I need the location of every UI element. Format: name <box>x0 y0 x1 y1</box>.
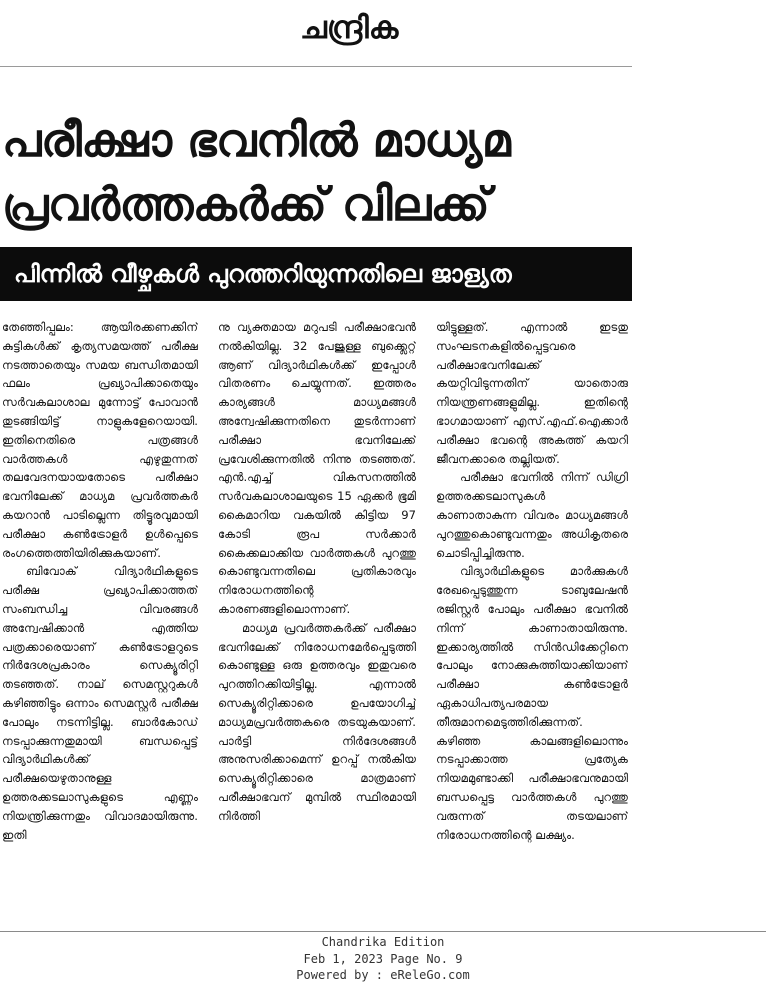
headline-line-1: പരീക്ഷാ ഭവനിൽ മാധ്യമ <box>2 113 511 167</box>
footer-edition: Chandrika Edition <box>321 935 445 949</box>
article-headline <box>2 108 630 236</box>
footer-date-page: Feb 1, 2023 Page No. 9 <box>303 951 463 966</box>
article-column-1 <box>2 318 198 858</box>
footer-powered-by: Powered by : eReleGo.com <box>296 968 470 982</box>
article-paragraph: നു വ്യക്തമായ മറുപടി പരീക്ഷാഭവൻ നൽകിയില്ല. 32 പേജുള്ള ബുക്ക്ലെറ്റ് ആണ് വിദ്യാർഥികൾക്ക് ഇപ്പോൾ വിതരണം ചെയ്യുന്നത്. ഇത്തരം കാര്യങ്ങൾ മാധ്യമങ്ങൾ അന്വേഷിക്കുന്നതിനെ തുടർന്നാണ് പരീക്ഷാ ഭവനിലേക്ക് പ്രവേശിക്കുന്നതിൽ നിന്നു തടഞ്ഞത്. എൻ.എച്ച് വികസനത്തിൽ സർവകലാശാലയുടെ 15 ഏക്കർ ഭൂമി കൈമാറിയ വകയിൽ കിട്ടിയ 97 കോടി രൂപ സർക്കാർ കൈക്കലാക്കിയ വാർത്തകൾ പുറത്തു കൊണ്ടുവന്നതിലെ പ്രതികാരവും നിരോധനത്തിന്റെ കാരണങ്ങളിലൊന്നാണ്. <box>218 320 416 616</box>
article-paragraph: വിദ്യാർഥികളുടെ മാർക്കുകൾ രേഖപ്പെടുത്തുന്ന ടാബുലേഷൻ രജിസ്റ്റർ പോലും പരീക്ഷാ ഭവനിൽ നിന്ന് കാണാതായിരുന്നു. ഇക്കാര്യത്തിൽ സിൻഡിക്കേറ്റിനെ പോലും നോക്കുകുത്തിയാക്കിയാണ് പരീക്ഷാ കൺട്രോളർ ഏകാധിപത്യപരമായ തീരുമാനമെടുത്തിരിക്കുന്നത്. കഴിഞ്ഞ കാലങ്ങളിലൊന്നും നടപ്പാക്കാത്ത പ്രത്യേക നിയമമുണ്ടാക്കി പരീക്ഷാഭവനുമായി ബന്ധപ്പെട്ട വാർത്തകൾ പുറത്തു വരുന്നത് തടയലാണ് നിരോധനത്തിന്റെ ലക്ഷ്യം. <box>436 564 628 842</box>
article-paragraph: തേഞ്ഞിപ്പലം: ആയിരക്കണക്കിന് കുട്ടികൾക്ക് കൃത്യസമയത്ത് പരീക്ഷ നടത്താതെയും സമയ ബന്ധിതമായി ഫലം പ്രഖ്യാപിക്കാതെയും സർവകലാശാല മുന്നോട്ട് പോവാൻ തുടങ്ങിയിട്ട് നാളുകളേറെയായി. ഇതിനെതിരെ പത്രങ്ങൾ വാർത്തകൾ എഴുതുന്നത് തലവേദനയായതോടെ പരീക്ഷാ ഭവനിലേക്ക് മാധ്യമ പ്രവർത്തകർ കയറാൻ പാടില്ലെന്ന തിട്ടൂരവുമായി പരീക്ഷാ കൺട്രോളർ ഉൾപ്പെടെ രംഗത്തെത്തിയിരിക്കുകയാണ്. <box>2 320 198 560</box>
article-subheadline <box>0 247 632 301</box>
article-column-2 <box>218 318 416 858</box>
article-paragraph: യിട്ടുള്ളത്. എന്നാൽ ഇടതു സംഘടനകളിൽപ്പെട്ടവരെ പരീക്ഷാഭവനിലേക്ക് കയറ്റിവിടുന്നതിന് യാതൊരു നിയന്ത്രണങ്ങളുമില്ല. ഇതിന്റെ ഭാഗമായാണ് എസ്.എഫ്.ഐക്കാർ പരീക്ഷാ ഭവന്റെ അകത്ത് കയറി ജീവനക്കാരെ തല്ലിയത്. <box>436 320 628 466</box>
article-paragraph: ബിവോക് വിദ്യാർഥികളുടെ പരീക്ഷ പ്രഖ്യാപിക്കാത്തത് സംബന്ധിച്ച വിവരങ്ങൾ അന്വേഷിക്കാൻ എത്തിയ പത്രക്കാരെയാണ് കൺട്രോളറുടെ നിർദേശപ്രകാരം സെക്യൂരിറ്റി തടഞ്ഞത്. നാല് സെമസ്റ്ററുകൾ കഴിഞ്ഞിട്ടും ഒന്നാം സെമസ്റ്റർ പരീക്ഷ പോലും നടന്നിട്ടില്ല. ബാർകോഡ് നടപ്പാക്കുന്നതുമായി ബന്ധപ്പെട്ട് വിദ്യാർഥികൾക്ക് പരീക്ഷയെഴുതാനുള്ള ഉത്തരക്കടലാസുകളുടെ എണ്ണം നിയന്ത്രിക്കുന്നതും വിവാദമായിരുന്നു. ഇതി <box>2 564 198 842</box>
headline-line-2: പ്രവർത്തകർക്ക് വിലക്ക് <box>2 177 490 231</box>
masthead <box>0 0 632 67</box>
article-paragraph: മാധ്യമ പ്രവർത്തകർക്ക് പരീക്ഷാ ഭവനിലേക്ക് നിരോധനമേർപ്പെടുത്തി കൊണ്ടുള്ള ഒരു ഉത്തരവും ഇതുവരെ പുറത്തിറക്കിയിട്ടില്ല. എന്നാൽ സെക്യൂരിറ്റിക്കാരെ ഉപയോഗിച്ച് മാധ്യമപ്രവർത്തകരെ തടയുകയാണ്. പാർട്ടി നിർദേശങ്ങൾ അനുസരിക്കാമെന്ന് ഉറപ്പ് നൽകിയ സെക്യൂരിറ്റിക്കാരെ മാത്രമാണ് പരീക്ഷാഭവന് മുമ്പിൽ സ്ഥിരമായി നിർത്തി <box>218 620 416 823</box>
footer-divider <box>0 931 766 932</box>
article-column-3 <box>436 318 628 858</box>
subheadline-text: പിന്നിൽ വീഴ്ചകൾ പുറത്തറിയുന്നതിലെ ജാള്യത <box>14 260 512 288</box>
article-body <box>0 318 632 858</box>
page-footer <box>0 934 766 984</box>
article-paragraph: പരീക്ഷാ ഭവനിൽ നിന്ന് ഡിഗ്രി ഉത്തരക്കടലാസുകൾ കാണാതാകുന്ന വിവരം മാധ്യമങ്ങൾ പുറത്തുകൊണ്ടുവന്നതും അധികൃതരെ ചൊടിപ്പിച്ചിരുന്നു. <box>436 470 628 560</box>
newspaper-logo: ചന്ദ്രിക <box>300 10 399 46</box>
